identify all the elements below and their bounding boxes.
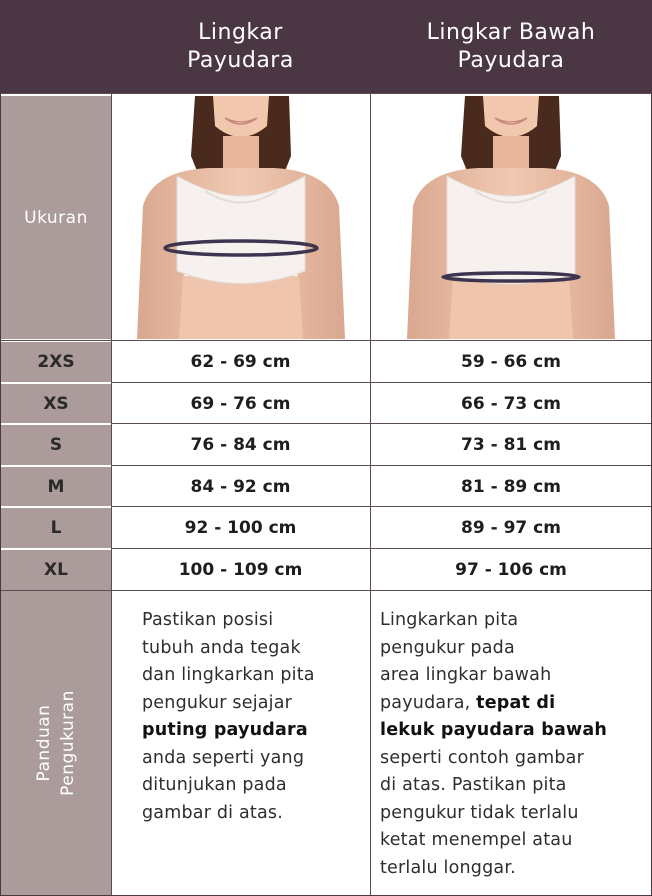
header-underbust-line1: Lingkar Bawah [426,20,596,45]
guide-label-line2: Pengukuran [58,690,78,796]
divider [1,548,111,549]
header-bust-line2: Payudara [187,48,294,73]
header-bust [111,1,370,93]
size-2xs: 2XS [1,342,111,382]
bust-l: 92 - 100 cm [184,518,297,538]
divider [1,93,651,94]
bust-2xs: 62 - 69 cm [190,352,291,372]
divider [1,382,111,383]
bust-s: 76 - 84 cm [190,435,291,455]
underbust-xs: 66 - 73 cm [461,394,561,414]
size-s: S [1,425,111,465]
underbust-s: 73 - 81 cm [461,435,561,455]
header-bust-line1: Lingkar [198,20,283,45]
divider [1,423,111,424]
size-xs: XS [1,384,111,424]
bust-xl: 100 - 109 cm [178,560,303,580]
underbust-xl: 97 - 106 cm [455,560,567,580]
underbust-m: 81 - 89 cm [461,477,561,497]
guide-label [1,591,111,895]
divider [1,465,111,466]
bust-xs: 69 - 76 cm [190,394,291,414]
underbust-2xs: 59 - 66 cm [461,352,561,372]
divider [1,340,651,341]
underbust-guide-text: Lingkarkan pita pengukur pada area lingkar bawah payudara, tepat di lekuk payudara bawah seperti contoh gambar di atas. Pastikan pita pengukur tidak terlalu ketat menempel atau terlalu longgar. [380,610,607,878]
underbust-measurement-illustration [372,96,650,339]
guide-label-text [32,690,80,796]
header-underbust [371,1,651,93]
underbust-l: 89 - 97 cm [461,518,561,538]
guide-label-line1: Panduan [34,704,54,782]
bust-m: 84 - 92 cm [190,477,291,497]
divider [1,506,111,507]
bust-measurement-illustration [113,96,369,339]
divider [111,93,112,895]
size-m: M [1,467,111,507]
ukuran-label: Ukuran [1,96,111,339]
size-xl: XL [1,550,111,590]
divider [370,93,371,895]
bust-guide-text: Pastikan posisi tubuh anda tegak dan lingkarkan pita pengukur sejajar puting payudara anda seperti yang ditunjukan pada gambar di atas. [142,610,315,823]
divider [1,590,651,591]
header-underbust-line2: Payudara [457,48,565,73]
size-l: L [1,508,111,548]
